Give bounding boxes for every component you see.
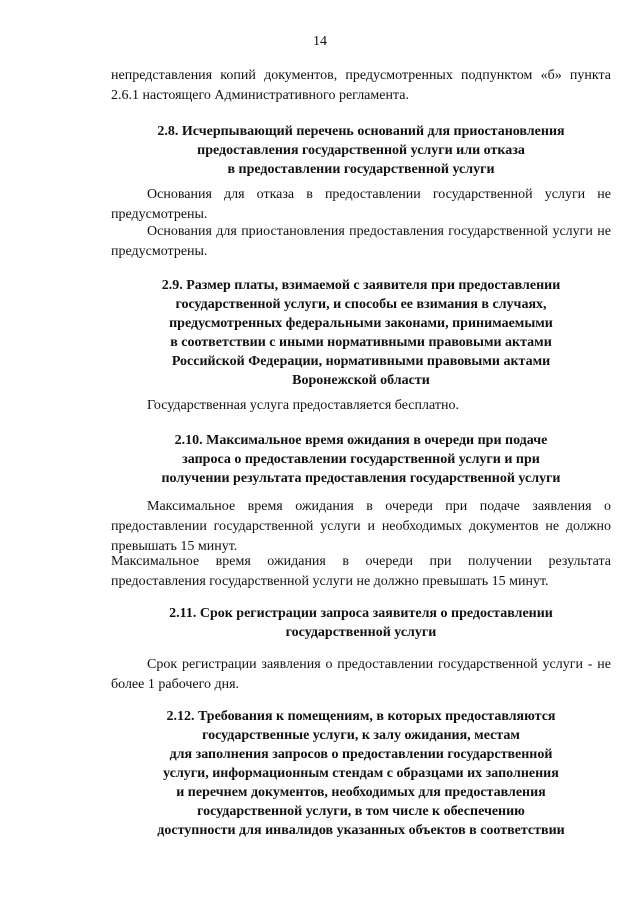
section-2-8-paragraph-1: Основания для отказа в предоставлении государственной услуги не предусмотрены. — [111, 187, 611, 222]
section-2-10-paragraph-2: Максимальное время ожидания в очереди при получении результата предоставления государственной услуги не должно превышать 15 минут. — [111, 554, 611, 589]
heading-line: в предоставлении государственной услуги — [227, 162, 495, 177]
heading-line: и перечнем документов, необходимых для предоставления — [176, 785, 546, 800]
intro-paragraph: непредставления копий документов, предусмотренных подпунктом «б» пункта 2.6.1 настоящего Административного регламента. — [111, 68, 611, 103]
heading-line: 2.8. Исчерпывающий перечень оснований для приостановления — [157, 124, 565, 139]
section-2-10-heading — [111, 431, 611, 488]
heading-line: для заполнения запросов о предоставлении государственной — [169, 747, 553, 762]
heading-line: 2.10. Максимальное время ожидания в очереди при подаче — [174, 433, 548, 448]
heading-line: получении результата предоставления государственной услуги — [161, 471, 561, 486]
heading-line: государственной услуги — [285, 625, 437, 640]
heading-line: 2.9. Размер платы, взимаемой с заявителя при предоставлении — [161, 278, 561, 293]
heading-line: государственные услуги, к залу ожидания, местам — [202, 728, 520, 743]
heading-line: государственной услуги, в том числе к обеспечению — [197, 804, 525, 819]
page-number: 14 — [313, 34, 327, 49]
heading-line: предусмотренных федеральными законами, принимаемыми — [169, 316, 553, 331]
section-2-8-heading — [111, 122, 611, 179]
section-2-10-paragraph-1: Максимальное время ожидания в очереди при подаче заявления о предоставлении государственной услуги и необходимых документов не должно превышать 15 минут. — [111, 499, 611, 554]
heading-line: предоставления государственной услуги или отказа — [197, 143, 525, 158]
section-2-12-heading — [111, 707, 611, 840]
heading-line: Российской Федерации, нормативными правовыми актами — [171, 354, 551, 369]
heading-line: Воронежской области — [292, 373, 430, 388]
section-2-11-heading — [111, 604, 611, 642]
heading-line: государственной услуги, и способы ее взимания в случаях, — [175, 297, 547, 312]
section-2-11-paragraph-1: Срок регистрации заявления о предоставлении государственной услуги - не более 1 рабочего дня. — [111, 657, 611, 692]
heading-line: в соответствии с иными нормативными правовыми актами — [170, 335, 552, 350]
heading-line: доступности для инвалидов указанных объектов в соответствии — [157, 823, 565, 838]
section-2-9-heading — [111, 276, 611, 390]
heading-line: услуги, информационным стендам с образцами их заполнения — [163, 766, 559, 781]
heading-line: 2.12. Требования к помещениям, в которых предоставляются — [166, 709, 556, 724]
heading-line: 2.11. Срок регистрации запроса заявителя о предоставлении — [169, 606, 553, 621]
section-2-9-paragraph-1: Государственная услуга предоставляется бесплатно. — [147, 398, 459, 413]
section-2-8-paragraph-2: Основания для приостановления предоставления государственной услуги не предусмотрены. — [111, 224, 611, 259]
heading-line: запроса о предоставлении государственной услуги и при — [182, 452, 540, 467]
